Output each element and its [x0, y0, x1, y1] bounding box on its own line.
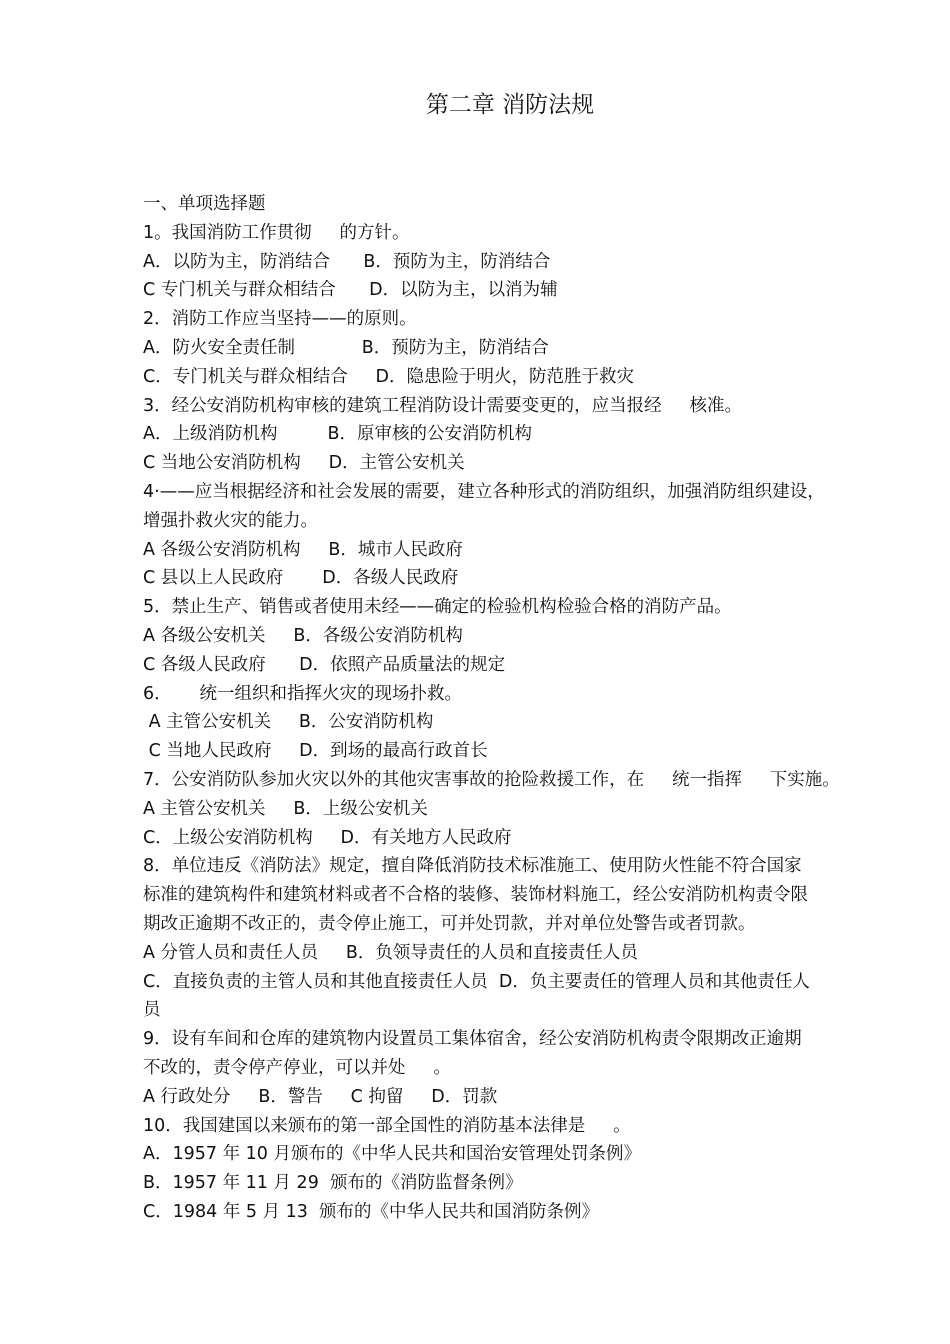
page-title: 第二章 消防法规: [425, 92, 595, 118]
text-line: 2．消防工作应当坚持——的原则。: [143, 309, 417, 330]
text-line: C．上级公安消防机构 D．有关地方人民政府: [143, 827, 512, 848]
text-line: A．上级消防机构 B．原审核的公安消防机构: [143, 424, 533, 445]
text-line: 4·——应当根据经济和社会发展的需要，建立各种形式的消防组织，加强消防组织建设，: [143, 481, 825, 502]
text-line: A 主管公安机关 B．上级公安机关: [143, 798, 428, 819]
text-line: A 各级公安机关 B．各级公安消防机构: [143, 625, 463, 646]
text-line: A 分管人员和责任人员 B．负领导责任的人员和直接责任人员: [143, 942, 638, 963]
text-line: 5．禁止生产、销售或者使用未经——确定的检验机构检验合格的消防产品。: [143, 597, 732, 618]
text-line: 员: [143, 1000, 161, 1021]
text-line: C 专门机关与群众相结合 D．以防为主，以消为辅: [143, 280, 558, 301]
text-line: A 主管公安机关 B．公安消防机构: [143, 712, 434, 733]
text-line: 6． 统一组织和指挥火灾的现场扑救。: [143, 683, 462, 704]
text-line: C．直接负责的主管人员和其他直接责任人员 D．负主要责任的管理人员和其他责任人: [143, 971, 810, 992]
text-line: A 行政处分 B．警告 C 拘留 D．罚款: [143, 1086, 498, 1107]
text-line: 9．设有车间和仓库的建筑物内设置员工集体宿舍，经公安消防机构责令限期改正逾期: [143, 1029, 802, 1050]
text-line: A．以防为主，防消结合 B．预防为主，防消结合: [143, 251, 551, 272]
text-line: 7．公安消防队参加火灾以外的其他灾害事故的抢险救援工作，在 统一指挥 下实施。: [143, 769, 840, 790]
text-line: 不改的，责令停产停业，可以并处 。: [143, 1057, 451, 1078]
document-body: [143, 190, 893, 1227]
text-line: A．防火安全责任制 B．预防为主，防消结合: [143, 337, 549, 358]
text-line: 3．经公安消防机构审核的建筑工程消防设计需要变更的，应当报经 核准。: [143, 395, 742, 416]
text-line: 8．单位违反《消防法》规定，擅自降低消防技术标准施工、使用防火性能不符合国家: [143, 856, 802, 877]
text-line: 标准的建筑构件和建筑材料或者不合格的装修、装饰材料施工，经公安消防机构责令限: [143, 885, 808, 906]
text-line: C 当地公安消防机构 D．主管公安机关: [143, 453, 465, 474]
text-line: C 各级人民政府 D．依照产品质量法的规定: [143, 654, 506, 675]
text-line: 增强扑救火灾的能力。: [143, 510, 318, 531]
section-heading: 一、单项选择题: [143, 194, 266, 214]
text-line: 期改正逾期不改正的，责令停止施工，可并处罚款，并对单位处警告或者罚款。: [143, 913, 756, 934]
text-line: C 当地人民政府 D．到场的最高行政首长: [143, 741, 488, 762]
text-line: 1。我国消防工作贯彻 的方针。: [143, 222, 410, 243]
text-line: B．1957 年 11 月 29 颁布的《消防监督条例》: [143, 1173, 523, 1194]
text-line: C 县以上人民政府 D．各级人民政府: [143, 568, 459, 589]
text-line: A 各级公安消防机构 B．城市人民政府: [143, 539, 463, 560]
text-line: C．1984 年 5 月 13 颁布的《中华人民共和国消防条例》: [143, 1201, 600, 1222]
text-line: 10．我国建国以来颁布的第一部全国性的消防基本法律是 。: [143, 1115, 631, 1136]
text-line: C．专门机关与群众相结合 D．隐患险于明火，防范胜于救灾: [143, 366, 635, 387]
text-line: A．1957 年 10 月颁布的《中华人民共和国治安管理处罚条例》: [143, 1144, 641, 1165]
